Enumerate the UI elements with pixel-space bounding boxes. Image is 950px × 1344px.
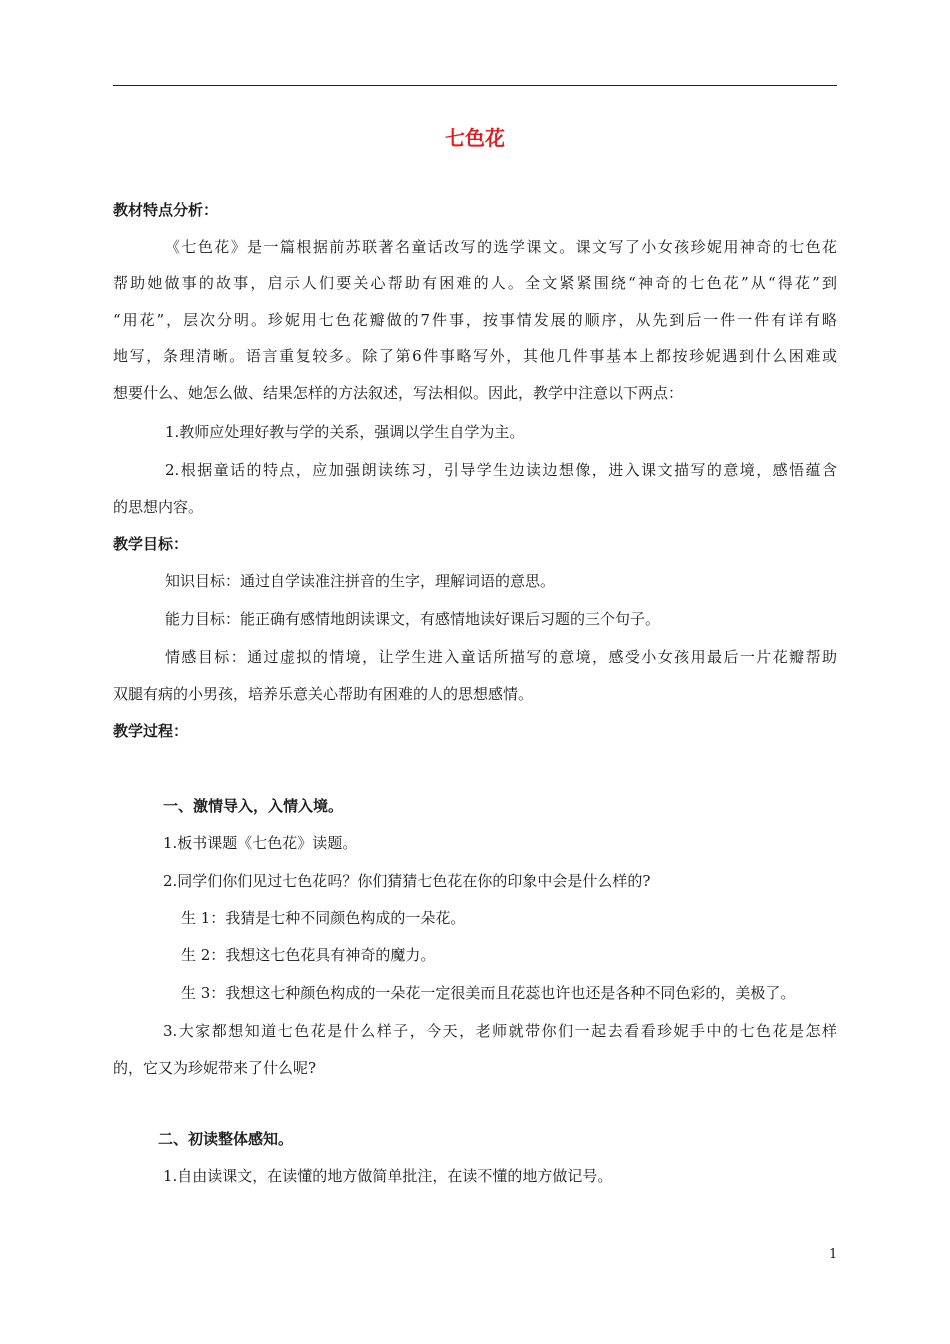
- page-number: 1: [829, 1247, 838, 1262]
- process-part-2-heading: 二、初读整体感知。: [158, 1130, 294, 1148]
- goal-knowledge: 知识目标：通过自学读准注拼音的生字，理解词语的意思。: [165, 572, 556, 590]
- header-rule: [113, 85, 837, 86]
- process-part-1-heading: 一、激情导入，入情入境。: [163, 797, 344, 815]
- section-heading-analysis: 教材特点分析：: [113, 201, 219, 219]
- paragraph-line: “用花”，层次分明。珍妮用七色花瓣做的7件事，按事情发展的顺序，从先到后一件一件有详有略: [113, 311, 837, 329]
- analysis-point-1: 1.教师应处理好教与学的关系，强调以学生自学为主。: [165, 423, 525, 441]
- process-item: 1.自由读课文，在读懂的地方做简单批注，在读不懂的地方做记号。: [163, 1167, 613, 1185]
- paragraph-line: 《七色花》是一篇根据前苏联著名童话改写的选学课文。课文写了小女孩珍妮用神奇的七色花: [165, 238, 837, 256]
- paragraph-line: 想要什么、她怎么做、结果怎样的方法叙述，写法相似。因此，教学中注意以下两点：: [113, 384, 684, 402]
- process-item: 1.板书课题《七色花》读题。: [163, 834, 358, 852]
- goal-emotion: 情感目标：通过虚拟的情境，让学生进入童话所描写的意境，感受小女孩用最后一片花瓣帮助: [165, 648, 837, 666]
- paragraph-line: 帮助她做事的故事，启示人们要关心帮助有困难的人。全文紧紧围绕“神奇的七色花”从“得花”到: [113, 274, 837, 292]
- student-answer: 生 2：我想这七色花具有神奇的魔力。: [181, 946, 436, 964]
- process-item: 2.同学们你们见过七色花吗？你们猜猜七色花在你的印象中会是什么样的?: [163, 872, 651, 890]
- goal-ability: 能力目标：能正确有感情地朗读课文，有感情地读好课后习题的三个句子。: [165, 610, 661, 628]
- section-heading-goals: 教学目标：: [113, 535, 189, 553]
- analysis-point-2-cont: 的思想内容。: [113, 498, 204, 516]
- goal-emotion-cont: 双腿有病的小男孩，培养乐意关心帮助有困难的人的思想感情。: [113, 685, 534, 703]
- page-title: 七色花: [445, 126, 505, 150]
- section-heading-process: 教学过程：: [113, 722, 189, 740]
- paragraph-line: 地写，条理清晰。语言重复较多。除了第6件事略写外，其他几件事基本上都按珍妮遇到什么困难或: [113, 347, 837, 365]
- process-item: 3.大家都想知道七色花是什么样子，今天，老师就带你们一起去看看珍妮手中的七色花是怎样: [163, 1022, 837, 1040]
- student-answer: 生 1：我猜是七种不同颜色构成的一朵花。: [181, 909, 466, 927]
- process-item-cont: 的，它又为珍妮带来了什么呢?: [113, 1059, 317, 1077]
- analysis-point-2: 2.根据童话的特点，应加强朗读练习，引导学生边读边想像，进入课文描写的意境，感悟蕴含: [165, 461, 837, 479]
- student-answer: 生 3：我想这七种颜色构成的一朵花一定很美而且花蕊也许也还是各种不同色彩的，美极了。: [181, 984, 796, 1002]
